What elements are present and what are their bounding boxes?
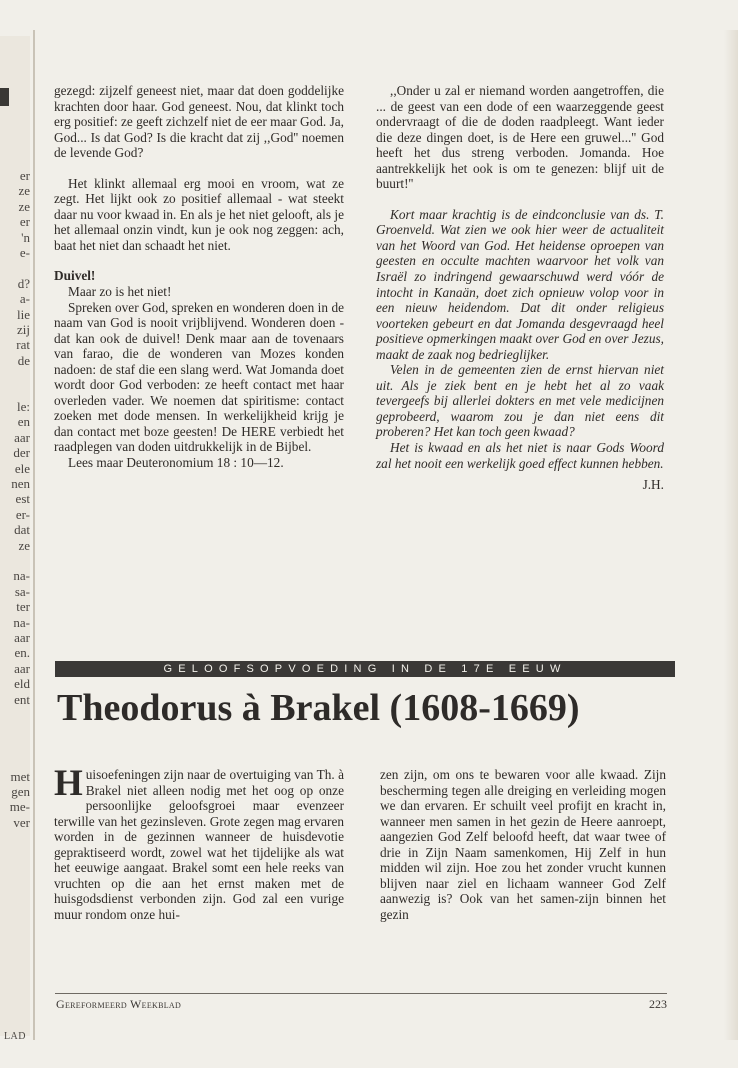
previous-page-fragment: ele: [14, 460, 30, 476]
paragraph: Spreken over God, spreken en wonderen doen in de naam van God is nooit vrijblijvend. Wonderen doen - dat kan ook de duivel! Denk maar aan de tovenaars van farao, die de wonderen van Mozes konden nadoen: de staf die een slang werd. Wat Jomanda doet wordt door God verboden: ze heeft contact met haar overleden vader. We noemen dat spiritisme: contact zoeken met dode mensen. In werkelijkheid krijg je dan contact met boze geesten! De HERE verbiedt het raadplegen van doden uitdrukkelijk in de Bijbel.: [54, 299, 344, 455]
previous-page-fragment: ver: [13, 814, 30, 830]
previous-page-fragment: er: [19, 168, 30, 183]
previous-page-fragment: ter: [16, 599, 30, 615]
section-heading: Duivel!: [54, 268, 96, 284]
paragraph: Het klinkt allemaal erg mooi en vroom, wat ze zegt. Het lijkt ook zo positief allemaal - wat steekt daar nu voor kwaad in. En als je het niet gelooft, als je het allemaal onzin vindt, kun je ook nog zeggen: ach, baat het niet dan schaadt het niet.: [54, 175, 344, 253]
paragraph: Het is kwaad en als het niet is naar Gods Woord zal het nooit een werkelijk goed effect kunnen hebben.: [376, 440, 664, 471]
previous-page-fragment: sa-: [14, 583, 30, 599]
paragraph: zen zijn, om ons te bewaren voor alle kwaad. Zijn bescherming tegen alle dreiging en verleiding mogen we dan ervaren. Er schuilt veel profijt en kracht in, wanneer men samen in het gezin de Heere aanroept, aangezien God Zelf beloofd heeft, dat waar twee of drie in Zijn Naam samenkomen, Hij Zelf in hun midden wil zijn. Hoe zou het zonder vrucht kunnen blijven naar ziel en lichaam wanneer God Zelf aanwezig is? Ook van het samen-zijn binnen het gezin: [380, 767, 666, 922]
page-edge-right: [724, 30, 738, 1040]
drop-cap: H: [54, 763, 83, 804]
previous-page-fragment: er: [19, 214, 30, 230]
previous-page-fragment: d?: [17, 275, 30, 291]
previous-page-fragment: aar: [14, 630, 30, 645]
previous-page-fragment: gen: [11, 784, 30, 799]
paragraph: [54, 763, 344, 922]
publication-name: Gereformeerd Weekblad: [56, 997, 182, 1011]
footer-rule: [55, 993, 667, 994]
article-title: Theodorus à Brakel (1608-1669): [57, 687, 580, 729]
article-column-1: [54, 83, 344, 471]
previous-page-fragment: e-: [19, 245, 30, 260]
section-banner: GELOOFSOPVOEDING IN DE 17E EEUW: [55, 661, 675, 677]
previous-page-fragment: ze: [18, 198, 30, 214]
previous-page-fragment: le:: [17, 399, 30, 414]
previous-page-fragment: der: [13, 445, 30, 461]
previous-page-footer: LAD: [3, 1031, 26, 1042]
previous-page-fragment: met: [10, 768, 30, 784]
paragraph: Kort maar krachtig is de eindconclusie van ds. T. Groenveld. Wat zien we ook hier weer de actualiteit van het Woord van God. Het heidense oproepen van geesten en occulte machten waarvoor het volk van Israël zo indringend gewaarschuwd werd vóór de intocht in Kanaän, doet zich opnieuw volop voor in een nieuw heidendom. Dat dit onder religieus voorteken gebeurt en dat Jomanda desgevraagd heel positieve opmerkingen maakt over God en over Jezus, maakt de zaak nog bedrieglijker.: [376, 206, 664, 362]
previous-page-fragment: a-: [19, 291, 30, 307]
previous-page-fragment: lie: [17, 306, 30, 322]
article-column-2: [376, 83, 664, 493]
previous-page-edge: [0, 36, 30, 1042]
previous-page-fragment: zij: [17, 322, 30, 337]
previous-page-fragment: de: [17, 352, 30, 368]
previous-page-fragment: aar: [14, 660, 30, 676]
article-column-3: [54, 763, 344, 922]
quote-paragraph: ,,Onder u zal er niemand worden aangetroffen, die ... de geest van een dode of een waarzeggende geest ondervraagt of die de doden raadpleegt. Want ieder die deze dingen doet, is de Here een gruwel...'' God heeft het dus streng verboden. Jomanda. Hoe aantrekkelijk het ook is om te genezen: blijf uit de buurt!'': [376, 83, 664, 192]
previous-page-fragment: en: [17, 414, 30, 430]
previous-page-fragment: aar: [14, 429, 30, 445]
previous-page-fragment: na-: [13, 614, 30, 630]
author-signature: J.H.: [642, 477, 664, 493]
article-column-4: [380, 767, 666, 922]
previous-page-marker: [0, 88, 9, 106]
previous-page-fragment: me-: [9, 799, 30, 815]
previous-page-fragment: ze: [18, 183, 30, 199]
paragraph: gezegd: zijzelf geneest niet, maar dat doen goddelijke krachten door haar. God geneest. Nou, dat klinkt toch erg positief: ze geeft zichzelf niet de eer maar God. Ja, God... Is dat God? Is die kracht dat zij ,,God'' noemen de levende God?: [54, 83, 344, 161]
previous-page-fragment: na-: [13, 568, 30, 584]
previous-page-fragment: dat: [14, 522, 30, 538]
previous-page-fragment: nen: [11, 476, 30, 491]
previous-page-fragment: en.: [14, 645, 30, 661]
paragraph: Velen in de gemeenten zien de ernst hiervan niet uit. Als je ziek bent en je hebt het al zo vaak tevergeefs bij allerlei dokters en met vele medicijnen geprobeerd, waarom zou je dan niet eens dit proberen? Het kan toch geen kwaad?: [376, 362, 664, 440]
previous-page-fragment: ze: [18, 537, 30, 553]
previous-page-fragment: rat: [16, 337, 30, 353]
page-number: 223: [649, 997, 667, 1011]
paragraph-text: uisoefeningen zijn naar de overtuiging van Th. à Brakel niet alleen nodig met het oog op onze persoonlijke geloofsgroei maar evenzeer terwille van het gezinsleven. Grote zegen mag ervaren worden in de gezinnen wanneer de huisdevotie gepraktiseerd wordt, zowel wat het tijdelijke als wat het eeuwige aangaat. Brakel somt een hele reeks van vruchten op die aan het ernst maken met de huisgodsdienst verbonden zijn. God zal een vurige muur rondom onze hui-: [54, 767, 344, 922]
previous-page-fragment: er-: [15, 506, 30, 522]
previous-page-fragment: eld: [14, 676, 30, 692]
paragraph: Lees maar Deuteronomium 18 : 10—12.: [68, 455, 284, 471]
previous-page-fragment: est: [15, 491, 30, 507]
page-gutter: [33, 30, 35, 1040]
previous-page-fragment: ent: [14, 691, 30, 707]
previous-page-fragment: 'n: [21, 229, 30, 245]
paragraph: Maar zo is het niet!: [68, 284, 172, 300]
